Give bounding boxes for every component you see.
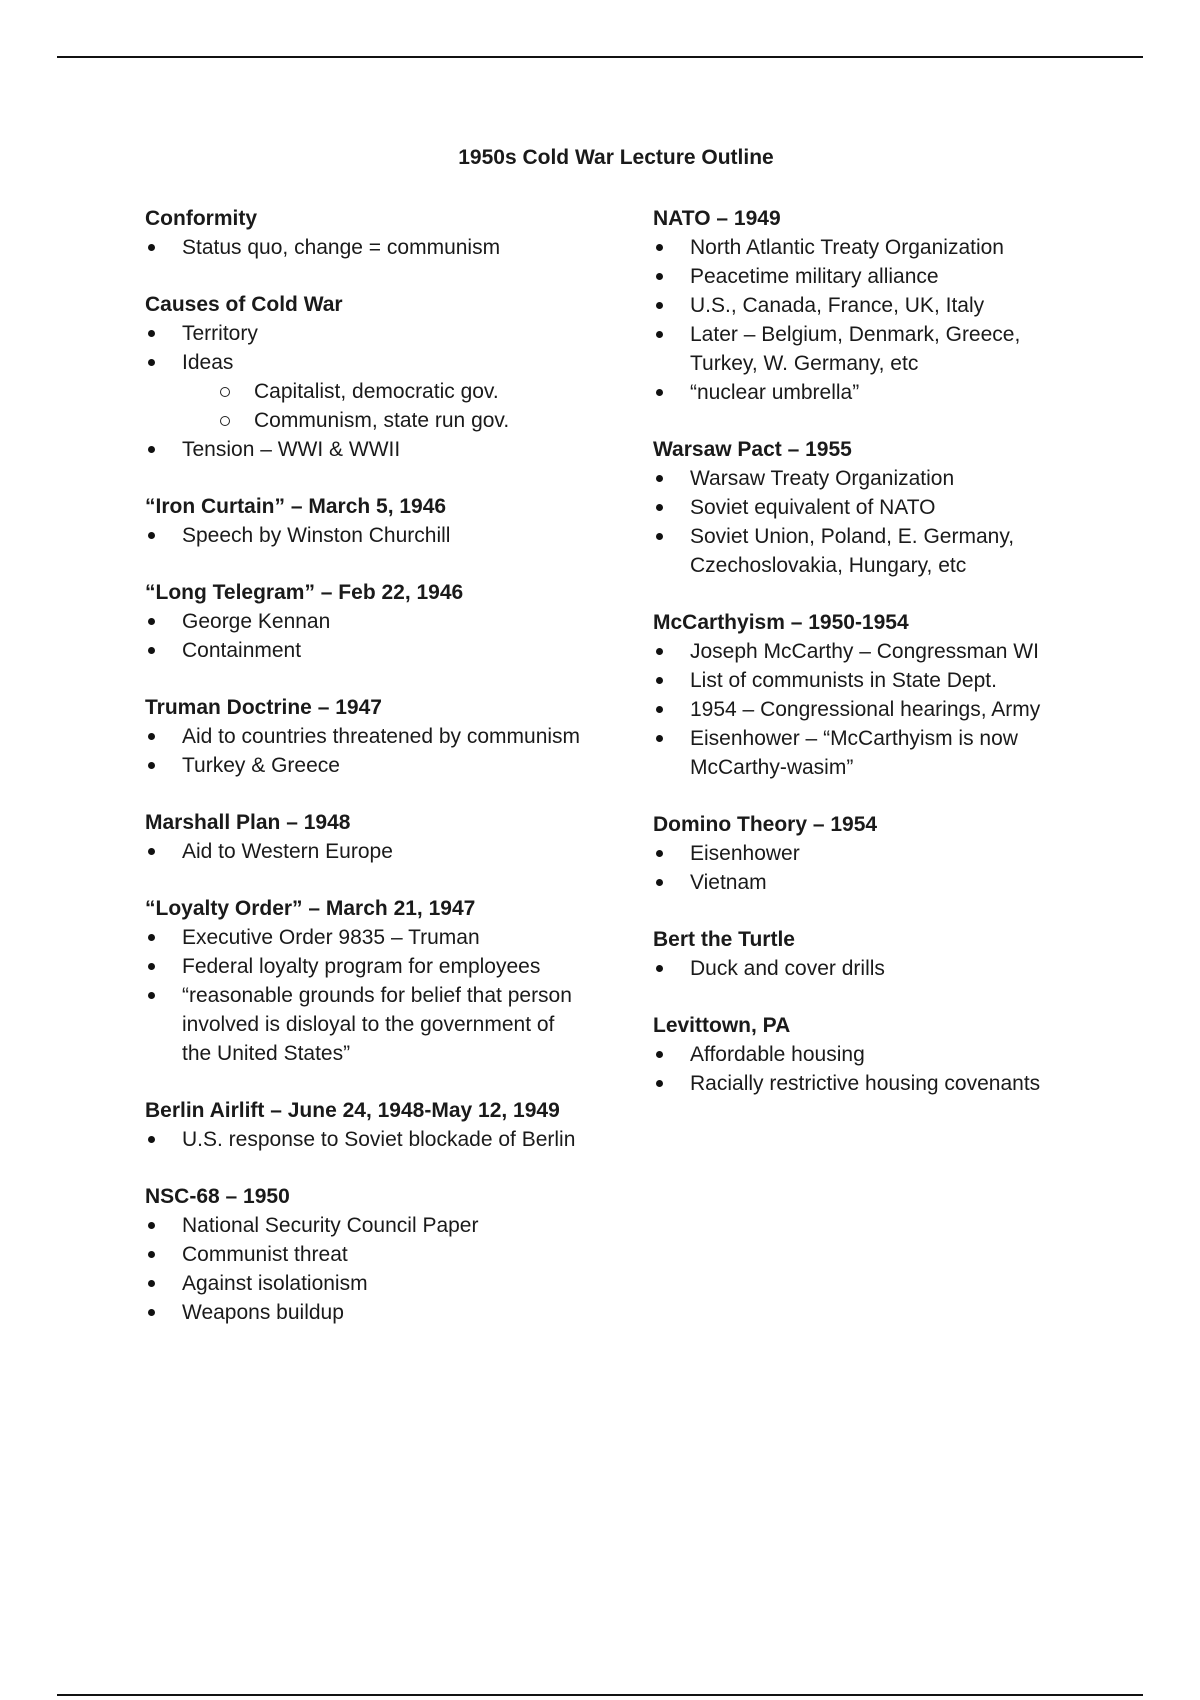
bullet-item: Duck and cover drills [653, 954, 1093, 983]
outline-section [145, 894, 585, 1068]
bullet-item: Speech by Winston Churchill [145, 521, 585, 550]
section-heading: “Loyalty Order” – March 21, 1947 [145, 897, 476, 920]
bullet-item: North Atlantic Treaty Organization [653, 233, 1093, 262]
bullet-list [145, 1211, 585, 1327]
bullet-item: Status quo, change = communism [145, 233, 585, 262]
bullet-list [145, 319, 585, 464]
right-column [653, 204, 1093, 1126]
bullet-list [653, 233, 1093, 407]
bullet-item: Federal loyalty program for employees [145, 952, 585, 981]
section-heading: “Long Telegram” – Feb 22, 1946 [145, 581, 464, 604]
bullet-item: List of communists in State Dept. [653, 666, 1093, 695]
outline-section [145, 1182, 585, 1327]
bullet-item: Executive Order 9835 – Truman [145, 923, 585, 952]
outline-section [145, 204, 585, 262]
bullet-list [653, 954, 1093, 983]
bullet-item: Against isolationism [145, 1269, 585, 1298]
outline-section [653, 435, 1093, 580]
bullet-item: Affordable housing [653, 1040, 1093, 1069]
bullet-item: “nuclear umbrella” [653, 378, 1093, 407]
bullet-item: Communist threat [145, 1240, 585, 1269]
outline-section [145, 578, 585, 665]
bullet-item: Peacetime military alliance [653, 262, 1093, 291]
section-heading: NSC-68 – 1950 [145, 1185, 290, 1208]
bullet-item: Weapons buildup [145, 1298, 585, 1327]
bullet-item: Soviet equivalent of NATO [653, 493, 1093, 522]
outline-section [653, 608, 1093, 782]
sub-bullet-item: Capitalist, democratic gov. [145, 377, 585, 406]
outline-section [653, 925, 1093, 983]
bullet-item: Warsaw Treaty Organization [653, 464, 1093, 493]
bullet-item: Later – Belgium, Denmark, Greece, Turkey, W. Germany, etc [653, 320, 1093, 378]
bullet-item: 1954 – Congressional hearings, Army [653, 695, 1093, 724]
outline-section [145, 693, 585, 780]
bullet-item: Soviet Union, Poland, E. Germany, Czechoslovakia, Hungary, etc [653, 522, 1093, 580]
outline-section [653, 1011, 1093, 1098]
outline-section [145, 492, 585, 550]
bullet-item: Eisenhower – “McCarthyism is now McCarthy-wasim” [653, 724, 1093, 782]
bullet-item: Aid to Western Europe [145, 837, 585, 866]
bullet-item: Joseph McCarthy – Congressman WI [653, 637, 1093, 666]
bullet-list [145, 837, 585, 866]
bullet-list [653, 839, 1093, 897]
bullet-list [653, 464, 1093, 580]
section-heading: Warsaw Pact – 1955 [653, 438, 852, 461]
bullet-list [145, 722, 585, 780]
section-heading: “Iron Curtain” – March 5, 1946 [145, 495, 447, 518]
bullet-item: “reasonable grounds for belief that person involved is disloyal to the government of the United States” [145, 981, 585, 1068]
section-heading: Levittown, PA [653, 1014, 791, 1037]
bullet-item: George Kennan [145, 607, 585, 636]
bullet-item: Tension – WWI & WWII [145, 435, 585, 464]
section-heading: McCarthyism – 1950-1954 [653, 611, 909, 634]
page-title: 1950s Cold War Lecture Outline [458, 146, 774, 169]
section-heading: Domino Theory – 1954 [653, 813, 878, 836]
section-heading: Berlin Airlift – June 24, 1948-May 12, 1949 [145, 1099, 560, 1122]
bullet-item: U.S., Canada, France, UK, Italy [653, 291, 1093, 320]
section-heading: Bert the Turtle [653, 928, 795, 951]
section-heading: Marshall Plan – 1948 [145, 811, 351, 834]
bullet-list [653, 637, 1093, 782]
top-rule [57, 56, 1143, 58]
bullet-list [145, 521, 585, 550]
section-heading: Truman Doctrine – 1947 [145, 696, 382, 719]
bullet-item: Eisenhower [653, 839, 1093, 868]
bullet-item: Aid to countries threatened by communism [145, 722, 585, 751]
section-heading: NATO – 1949 [653, 207, 781, 230]
outline-section [145, 808, 585, 866]
bullet-item: U.S. response to Soviet blockade of Berlin [145, 1125, 585, 1154]
bullet-list [145, 607, 585, 665]
section-heading: Causes of Cold War [145, 293, 343, 316]
bullet-list [145, 233, 585, 262]
bullet-item: Containment [145, 636, 585, 665]
bottom-rule [57, 1694, 1143, 1696]
bullet-list [145, 923, 585, 1068]
bullet-item: Racially restrictive housing covenants [653, 1069, 1093, 1098]
bullet-item: Vietnam [653, 868, 1093, 897]
outline-section [145, 290, 585, 464]
left-column [145, 204, 585, 1355]
bullet-list [653, 1040, 1093, 1098]
sub-bullet-item: Communism, state run gov. [145, 406, 585, 435]
bullet-item: Ideas [145, 348, 585, 377]
outline-section [653, 204, 1093, 407]
outline-section [145, 1096, 585, 1154]
bullet-item: National Security Council Paper [145, 1211, 585, 1240]
outline-section [653, 810, 1093, 897]
bullet-list [145, 1125, 585, 1154]
section-heading: Conformity [145, 207, 257, 230]
bullet-item: Turkey & Greece [145, 751, 585, 780]
bullet-item: Territory [145, 319, 585, 348]
